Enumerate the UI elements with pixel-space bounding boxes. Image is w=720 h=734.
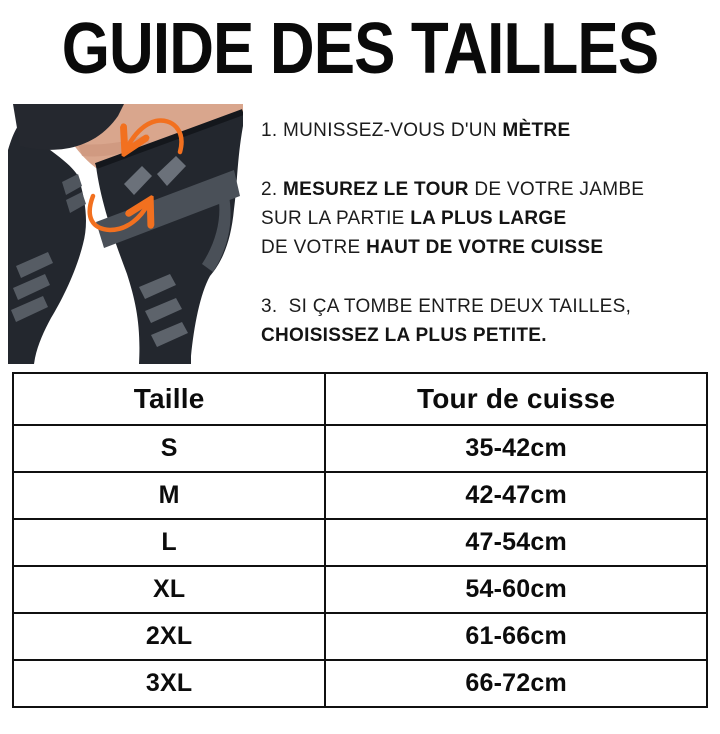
instruction-text-bold: MÈTRE [502,120,571,141]
table-row [13,472,707,519]
circumference-cell: 54-60cm [325,566,707,613]
instruction-line [261,179,644,200]
back-leg [8,126,86,364]
instruction-line [261,120,570,141]
product-photo [8,104,243,364]
circumference-cell: 47-54cm [325,519,707,566]
size-table [12,372,708,708]
size-cell: M [13,472,325,519]
table-row [13,519,707,566]
instruction-text-bold: LA PLUS LARGE [410,208,567,229]
instruction-line [261,237,603,258]
table-row [13,425,707,472]
instruction-text: DE VOTRE JAMBE [468,179,645,200]
instruction-text-bold: CHOISISSEZ LA PLUS PETITE. [261,325,547,346]
instruction-line [261,296,631,317]
legs-with-compression-sleeves-photo [8,104,243,364]
table-header-row [13,373,707,425]
instruction-text-bold: HAUT DE VOTRE CUISSE [366,237,604,258]
instruction-step-1 [261,116,709,145]
size-cell: S [13,425,325,472]
circumference-cell: 66-72cm [325,660,707,707]
instruction-text: 1. MUNISSEZ-VOUS D'UN [261,120,503,141]
instruction-text: DE VOTRE [261,237,367,258]
size-cell: 3XL [13,660,325,707]
size-column-header: Taille [13,373,325,425]
table-row [13,613,707,660]
table-row [13,566,707,613]
instruction-step-2 [261,175,709,262]
size-cell: L [13,519,325,566]
circumference-cell: 42-47cm [325,472,707,519]
instruction-line [261,208,566,229]
size-guide-page [0,9,720,734]
instruction-text-bold: MESUREZ LE TOUR [283,179,469,200]
page-title: GUIDE DES TAILLES [61,9,659,89]
instruction-text: SUR LA PARTIE [261,208,411,229]
instruction-text: 3. SI ÇA TOMBE ENTRE DEUX TAILLES, [261,296,632,317]
instruction-step-3 [261,292,709,350]
circumference-column-header: Tour de cuisse [325,373,707,425]
measuring-instructions [261,104,709,364]
circumference-cell: 35-42cm [325,425,707,472]
circumference-cell: 61-66cm [325,613,707,660]
size-cell: 2XL [13,613,325,660]
size-cell: XL [13,566,325,613]
instruction-text: 2. [261,179,284,200]
instruction-line [261,325,547,346]
table-row [13,660,707,707]
top-section [0,104,720,364]
